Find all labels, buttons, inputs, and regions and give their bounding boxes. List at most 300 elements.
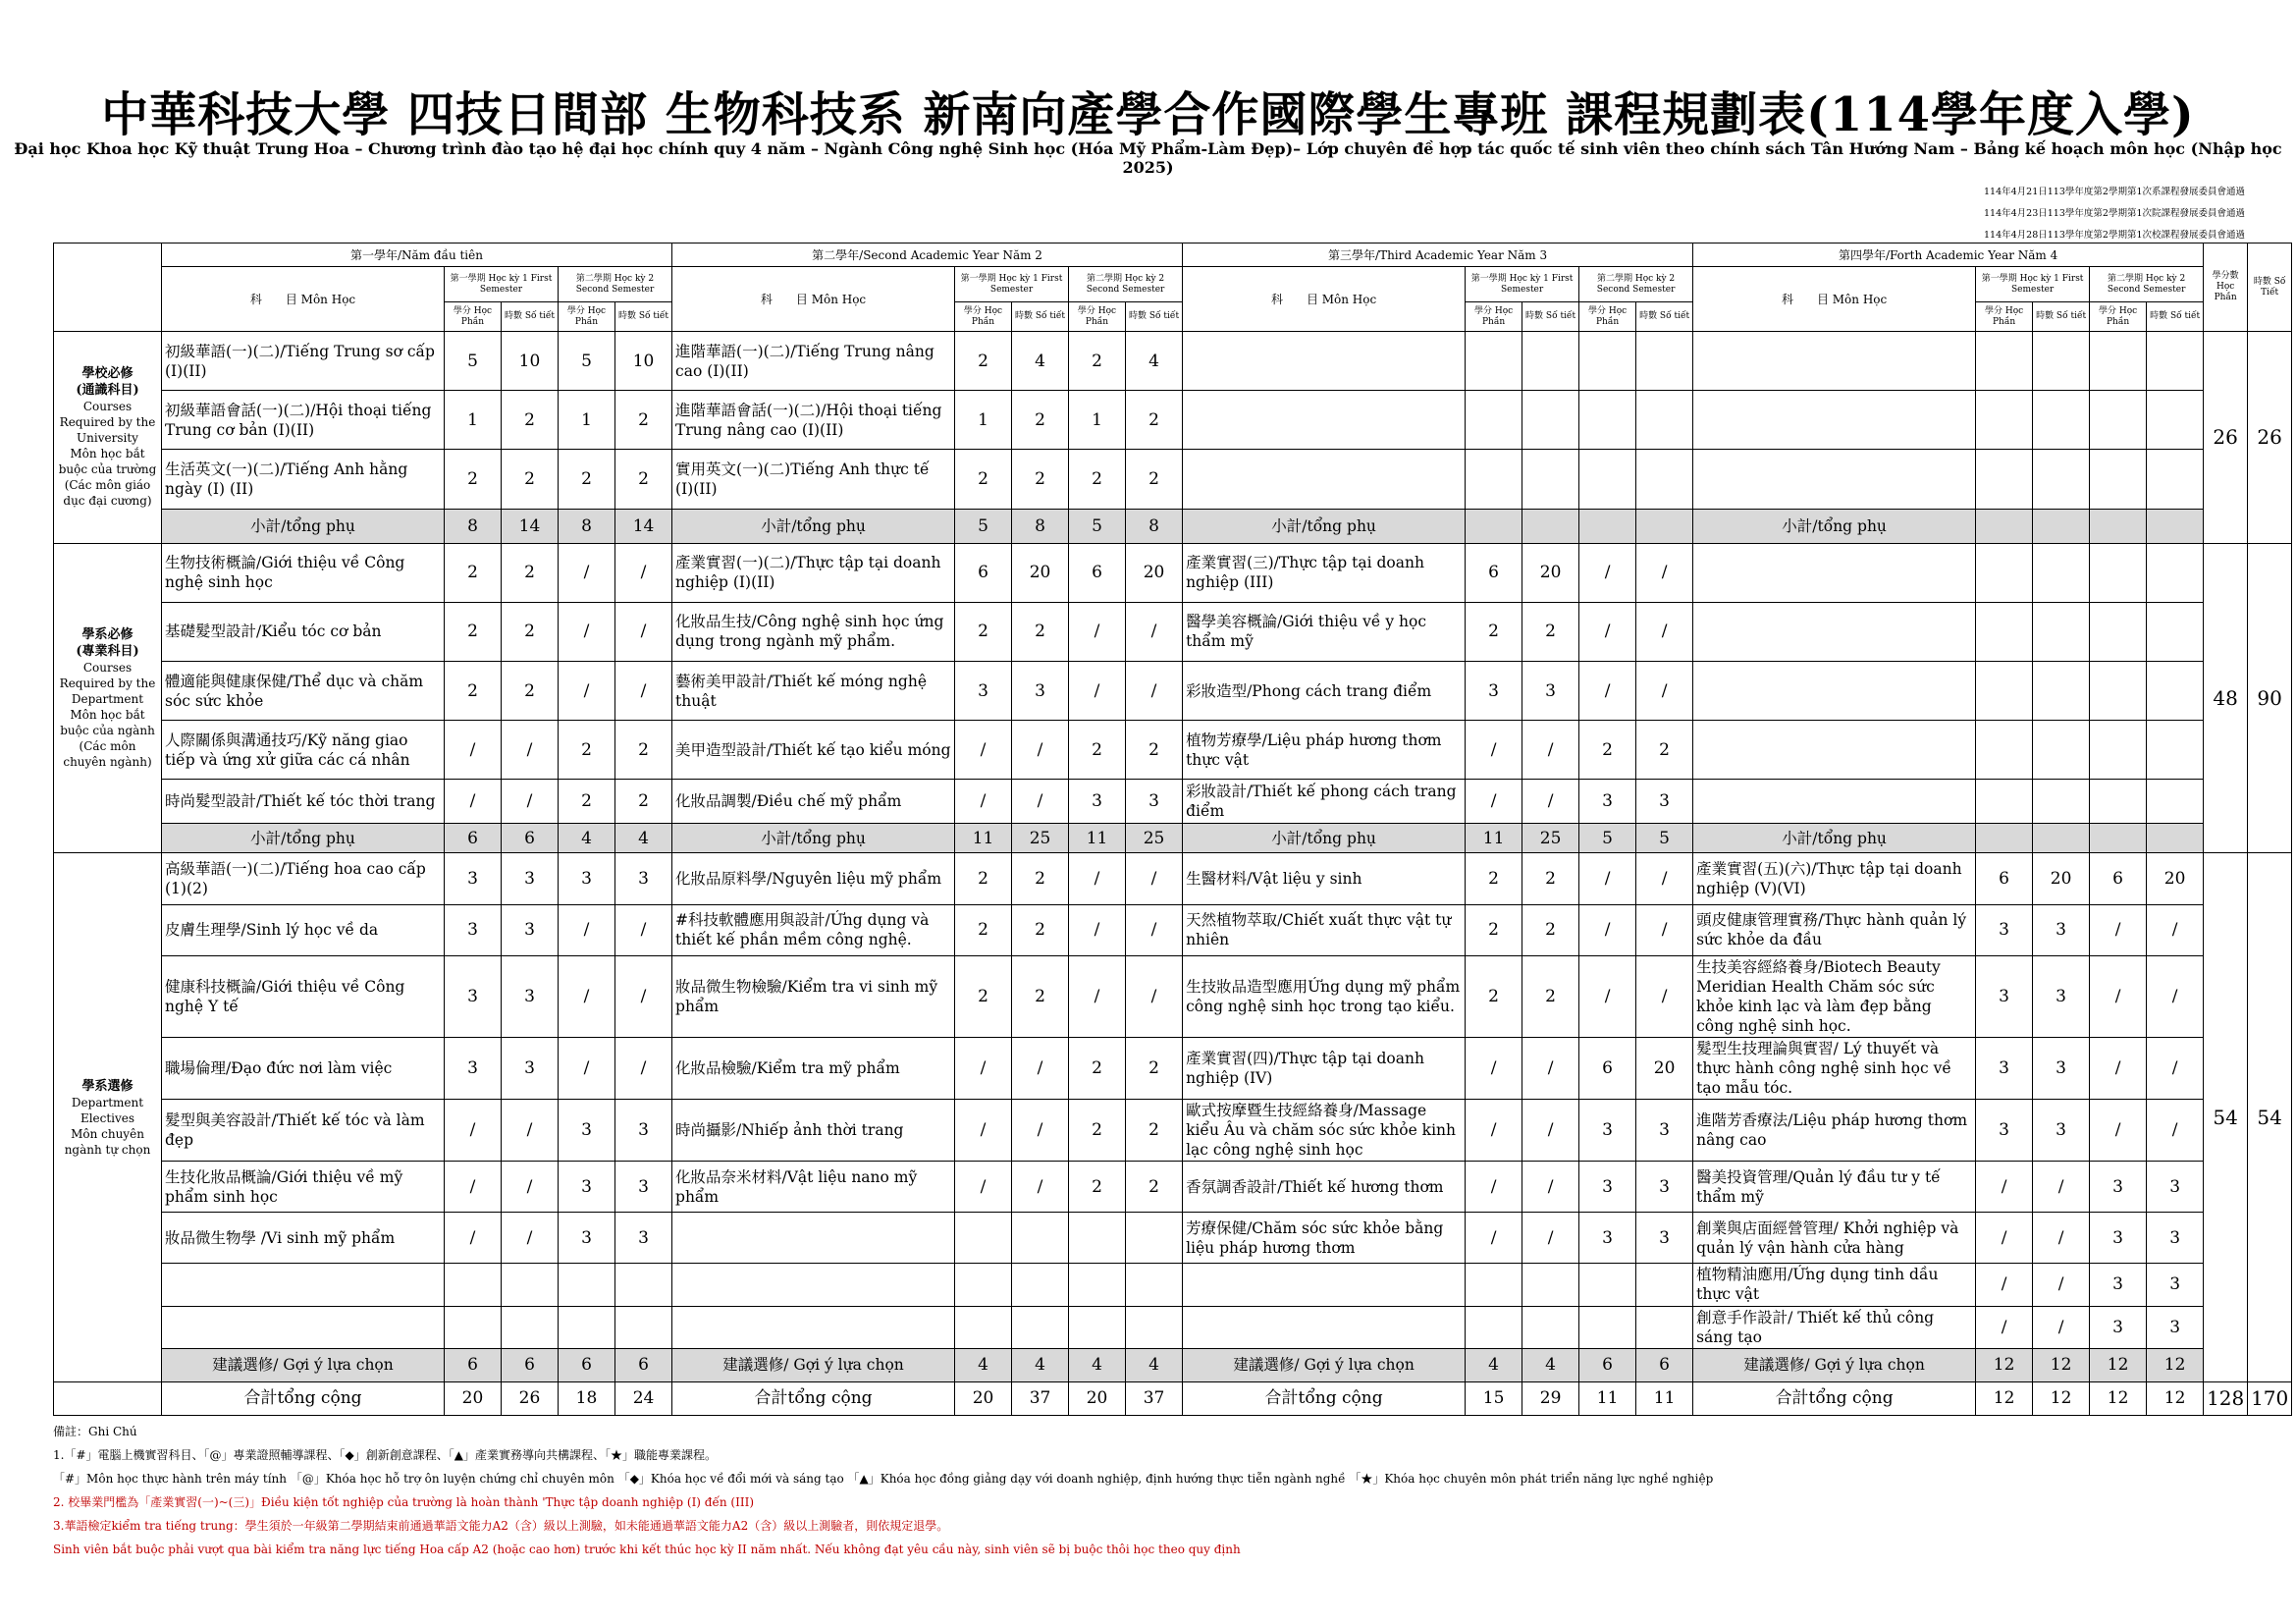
hours-value (1126, 1213, 1183, 1264)
hours-value: / (1636, 955, 1693, 1037)
hours-value: / (1636, 602, 1693, 661)
hours-value: 3 (615, 1213, 672, 1264)
hours-value: 2 (1126, 1100, 1183, 1162)
hours-value: 2 (1126, 721, 1183, 780)
hours-value: / (1126, 602, 1183, 661)
credit-value: 4 (1069, 1348, 1126, 1381)
credit-value: / (1466, 721, 1522, 780)
hours-value: / (2033, 1213, 2090, 1264)
credit-value (2090, 509, 2147, 543)
credit-value: / (1466, 1162, 1522, 1213)
hours-value (1522, 1264, 1579, 1306)
course-name: 醫學美容概論/Giới thiệu về y học thẩm mỹ (1183, 602, 1466, 661)
course-name: 化妝品奈米材料/Vật liệu nano mỹ phẩm (672, 1162, 955, 1213)
hours-value: 20 (1522, 543, 1579, 602)
category-total-hours: 90 (2248, 543, 2292, 853)
credit-header: 學分 Học Phần (1466, 302, 1522, 332)
hours-value (2147, 721, 2204, 780)
hours-value (1126, 1306, 1183, 1348)
subtotal-label: 小計/tổng phụ (162, 509, 445, 543)
credit-value: / (1466, 1100, 1522, 1162)
hours-value: 2 (1126, 1037, 1183, 1099)
hours-value (1522, 450, 1579, 509)
credit-value: 3 (445, 853, 502, 904)
hours-value: 20 (1636, 1037, 1693, 1099)
credit-value: 3 (445, 1037, 502, 1099)
hours-value: 3 (1636, 1162, 1693, 1213)
table-row (54, 450, 2292, 509)
year-header: 第四學年/Forth Academic Year Năm 4 (1693, 244, 2204, 267)
hours-value (2033, 543, 2090, 602)
category-elective (54, 853, 162, 1381)
credit-value: 2 (955, 853, 1012, 904)
credit-value (1579, 1306, 1636, 1348)
credit-value: 3 (2090, 1306, 2147, 1348)
credit-value: 6 (1579, 1037, 1636, 1099)
hours-value: 2 (1126, 1162, 1183, 1213)
hours-value: / (1636, 904, 1693, 955)
credit-value: 3 (1579, 1100, 1636, 1162)
course-name: 進階華語會話(一)(二)/Hội thoại tiếng Trung nâng cao (I)(II) (672, 391, 955, 450)
course-name: 芳療保健/Chăm sóc sức khỏe bằng liệu pháp hương thơm (1183, 1213, 1466, 1264)
hours-value: / (1636, 543, 1693, 602)
subtotal-label: 建議選修/ Gợi ý lựa chọn (1693, 1348, 1976, 1381)
credit-value (445, 1264, 502, 1306)
course-name: 初級華語會話(一)(二)/Hội thoại tiếng Trung cơ bản (I)(II) (162, 391, 445, 450)
hours-value: / (1522, 1162, 1579, 1213)
hours-value: 2 (1522, 904, 1579, 955)
hours-value (1012, 1213, 1069, 1264)
credit-value: 2 (955, 450, 1012, 509)
semester2-header: 第二學期 Học kỳ 2 Second Semester (559, 267, 672, 302)
hours-header: 時數 Số tiết (1636, 302, 1693, 332)
course-name: #科技軟體應用與設計/Ứng dụng và thiết kế phần mềm công nghệ. (672, 904, 955, 955)
credit-value: / (2090, 955, 2147, 1037)
credit-value: / (1579, 853, 1636, 904)
course-name: 時尚髮型設計/Thiết kế tóc thời trang (162, 780, 445, 824)
grand-total-label: 合計tổng cộng (672, 1381, 955, 1415)
course-name: 化妝品檢驗/Kiểm tra mỹ phẩm (672, 1037, 955, 1099)
credit-value: / (445, 1100, 502, 1162)
subtotal-label: 小計/tổng phụ (1693, 824, 1976, 853)
subtotal-label: 小計/tổng phụ (672, 824, 955, 853)
credit-value: / (1976, 1306, 2033, 1348)
credit-value (1976, 543, 2033, 602)
credit-value: 5 (955, 509, 1012, 543)
course-name (1183, 450, 1466, 509)
credit-value: / (559, 1037, 615, 1099)
credit-value (1579, 332, 1636, 391)
credit-value: 1 (1069, 391, 1126, 450)
course-name: 實用英文(一)(二)Tiếng Anh thực tế (I)(II) (672, 450, 955, 509)
total-hours-header: 時數 Số Tiết (2248, 244, 2292, 332)
credit-value: 5 (1579, 824, 1636, 853)
hours-value: 6 (1636, 1348, 1693, 1381)
credit-header: 學分 Học Phần (1069, 302, 1126, 332)
course-name (1693, 450, 1976, 509)
hours-value: / (502, 780, 559, 824)
credit-value (559, 1306, 615, 1348)
hours-value: 10 (615, 332, 672, 391)
category-total-credit: 26 (2204, 332, 2248, 544)
credit-value: 2 (1466, 955, 1522, 1037)
category-vi: Môn học bắt buộc của ngành (Các môn chuyên ngành) (60, 708, 155, 770)
category-total-hours: 26 (2248, 332, 2292, 544)
credit-value (1466, 332, 1522, 391)
grand-total-label: 合計tổng cộng (1183, 1381, 1466, 1415)
credit-value: 2 (445, 543, 502, 602)
course-name (1693, 661, 1976, 720)
hours-value (1636, 391, 1693, 450)
hours-value: / (1012, 1100, 1069, 1162)
page-title: 中華科技大學 四技日間部 生物科技系 新南向產學合作國際學生專班 課程規劃表(114學年度入學) (101, 87, 2195, 142)
hours-value (2147, 780, 2204, 824)
credit-header: 學分 Học Phần (559, 302, 615, 332)
hours-value: 2 (1636, 721, 1693, 780)
credit-value (1466, 1306, 1522, 1348)
course-name: 高級華語(一)(二)/Tiếng hoa cao cấp (1)(2) (162, 853, 445, 904)
hours-value: / (502, 1162, 559, 1213)
hours-value: 3 (2147, 1213, 2204, 1264)
credit-value: / (1579, 955, 1636, 1037)
grand-total-label: 合計tổng cộng (1693, 1381, 1976, 1415)
credit-value: 3 (2090, 1264, 2147, 1306)
hours-value: / (1012, 1037, 1069, 1099)
hours-value (502, 1306, 559, 1348)
course-name: 髮型生技理論與實習/ Lý thuyết và thực hành công nghệ sinh học về tạo mẫu tóc. (1693, 1037, 1976, 1099)
hours-value: / (1126, 904, 1183, 955)
grand-credit-value: 20 (955, 1381, 1012, 1415)
course-name (1183, 391, 1466, 450)
credit-value: 2 (1069, 450, 1126, 509)
hours-value: 3 (615, 1162, 672, 1213)
hours-value: 2 (1522, 853, 1579, 904)
course-plan-table (53, 243, 2292, 1416)
hours-value: / (2147, 1037, 2204, 1099)
course-name: 妝品微生物學 /Vi sinh mỹ phẩm (162, 1213, 445, 1264)
hours-value: 25 (1126, 824, 1183, 853)
subtotal-label: 小計/tổng phụ (1183, 509, 1466, 543)
credit-value: 3 (2090, 1213, 2147, 1264)
hours-value: 20 (2147, 853, 2204, 904)
hours-value (2033, 661, 2090, 720)
credit-value: 4 (559, 824, 615, 853)
category-zh: 學系必修 (81, 627, 133, 643)
table-row (54, 721, 2292, 780)
table-row (54, 824, 2292, 853)
hours-value: 3 (2147, 1306, 2204, 1348)
hours-value: 3 (2033, 904, 2090, 955)
grand-hours-value: 11 (1636, 1381, 1693, 1415)
grand-total-hours: 170 (2248, 1381, 2292, 1415)
hours-value: / (615, 543, 672, 602)
course-name: 產業實習(四)/Thực tập tại doanh nghiệp (IV) (1183, 1037, 1466, 1099)
course-name: 進階芳香療法/Liệu pháp hương thơm nâng cao (1693, 1100, 1976, 1162)
credit-value: 3 (445, 904, 502, 955)
hours-value (2033, 721, 2090, 780)
hours-value: 4 (615, 824, 672, 853)
category-vi: Môn học bắt buộc của trường (Các môn giáo dục đại cương) (58, 447, 157, 509)
credit-value: 2 (559, 780, 615, 824)
hours-value: 8 (1126, 509, 1183, 543)
table-row (54, 509, 2292, 543)
subtotal-label: 建議選修/ Gợi ý lựa chọn (1183, 1348, 1466, 1381)
credit-value: 3 (1579, 780, 1636, 824)
credit-value: 2 (1069, 1100, 1126, 1162)
hours-value: 2 (1522, 955, 1579, 1037)
hours-value (1522, 391, 1579, 450)
course-name: 彩妝造型/Phong cách trang điểm (1183, 661, 1466, 720)
hours-value: / (1012, 1162, 1069, 1213)
credit-value: / (955, 1037, 1012, 1099)
hours-value: / (1522, 1213, 1579, 1264)
hours-value (1126, 1264, 1183, 1306)
hours-header: 時數 Số tiết (2033, 302, 2090, 332)
hours-value: / (2033, 1306, 2090, 1348)
table-row (54, 904, 2292, 955)
credit-value: 6 (955, 543, 1012, 602)
credit-header: 學分 Học Phần (1976, 302, 2033, 332)
hours-value (2033, 602, 2090, 661)
course-name (1183, 1264, 1466, 1306)
credit-value: / (1069, 853, 1126, 904)
course-name (1693, 602, 1976, 661)
table-row (54, 1306, 2292, 1348)
credit-value (1466, 450, 1522, 509)
hours-value: 2 (1522, 602, 1579, 661)
credit-value: / (1579, 602, 1636, 661)
credit-value: / (2090, 904, 2147, 955)
credit-value (1976, 661, 2033, 720)
credit-value: 12 (2090, 1348, 2147, 1381)
hours-value: 2 (1126, 450, 1183, 509)
hours-value: 3 (502, 904, 559, 955)
hours-value: / (1522, 1037, 1579, 1099)
credit-value (1976, 509, 2033, 543)
hours-value (1012, 1306, 1069, 1348)
hours-header: 時數 Số tiết (1522, 302, 1579, 332)
course-name: 創意手作設計/ Thiết kế thủ công sáng tạo (1693, 1306, 1976, 1348)
credit-value: / (1579, 904, 1636, 955)
hours-value: 10 (502, 332, 559, 391)
credit-value: 8 (559, 509, 615, 543)
credit-value: / (2090, 1100, 2147, 1162)
hours-value: 2 (502, 661, 559, 720)
credit-value: 3 (559, 853, 615, 904)
subtotal-label: 小計/tổng phụ (1693, 509, 1976, 543)
credit-header: 學分 Học Phần (445, 302, 502, 332)
credit-value (1976, 391, 2033, 450)
hours-value: / (1012, 721, 1069, 780)
footnote-line: 2. 校畢業門檻為「產業實習(一)~(三)」Điều kiện tốt nghiệp của trường là hoàn thành 'Thực tập doanh nghiệp (I) đến (III) (53, 1495, 754, 1509)
hours-value (2033, 509, 2090, 543)
subtotal-label: 建議選修/ Gợi ý lựa chọn (162, 1348, 445, 1381)
hours-value: / (615, 904, 672, 955)
category-zh-sub: (專業科目) (76, 644, 139, 660)
hours-header: 時數 Số tiết (2147, 302, 2204, 332)
credit-value: 12 (1976, 1348, 2033, 1381)
credit-value: / (1466, 1213, 1522, 1264)
table-row (54, 332, 2292, 391)
course-name (1693, 543, 1976, 602)
course-name: 生物技術概論/Giới thiệu về Công nghệ sinh học (162, 543, 445, 602)
hours-header: 時數 Số tiết (1126, 302, 1183, 332)
hours-value: / (615, 955, 672, 1037)
hours-value: 3 (502, 955, 559, 1037)
semester1-header: 第一學期 Học kỳ 1 First Semester (445, 267, 559, 302)
hours-value (1522, 1306, 1579, 1348)
hours-value: / (615, 602, 672, 661)
hours-value: / (1522, 780, 1579, 824)
hours-value (502, 1264, 559, 1306)
grand-credit-value: 11 (1579, 1381, 1636, 1415)
credit-value: 1 (559, 391, 615, 450)
credit-value (2090, 332, 2147, 391)
category-en: Courses Required by the University (59, 400, 156, 446)
course-name: 髮型與美容設計/Thiết kế tóc và làm đẹp (162, 1100, 445, 1162)
credit-value: 2 (445, 661, 502, 720)
credit-value: / (955, 1162, 1012, 1213)
hours-value (1636, 450, 1693, 509)
hours-value: 3 (2033, 955, 2090, 1037)
hours-value: 4 (1522, 1348, 1579, 1381)
category-en: Courses Required by the Department (59, 661, 156, 707)
grand-hours-value: 12 (2147, 1381, 2204, 1415)
credit-value: 6 (1466, 543, 1522, 602)
course-name (1183, 332, 1466, 391)
course-name: 妝品微生物檢驗/Kiểm tra vi sinh mỹ phẩm (672, 955, 955, 1037)
hours-value: 25 (1012, 824, 1069, 853)
hours-value: 2 (615, 721, 672, 780)
credit-value (2090, 661, 2147, 720)
semester2-header: 第二學期 Học kỳ 2 Second Semester (1069, 267, 1183, 302)
table-row (54, 1348, 2292, 1381)
credit-value: 2 (559, 450, 615, 509)
semester1-header: 第一學期 Học kỳ 1 First Semester (1466, 267, 1579, 302)
credit-value (1069, 1213, 1126, 1264)
hours-value (2033, 332, 2090, 391)
credit-value: 3 (2090, 1162, 2147, 1213)
credit-value: / (1069, 602, 1126, 661)
credit-value (1069, 1306, 1126, 1348)
table-row (54, 780, 2292, 824)
credit-value: 3 (1579, 1213, 1636, 1264)
credit-value: 11 (1069, 824, 1126, 853)
credit-value: 3 (1976, 1100, 2033, 1162)
course-name: 彩妝設計/Thiết kế phong cách trang điểm (1183, 780, 1466, 824)
page-subtitle: Đại học Khoa học Kỹ thuật Trung Hoa – Chương trình đào tạo hệ đại học chính quy 4 năm – Ngành Công nghệ Sinh học (Hóa Mỹ Phẩm-Làm Đẹp)– Lớp chuyên đề hợp tác quốc tế sinh viên theo chính sách Tân Hướng Nam – Bảng kế hoạch môn học (Nhập học 2025) (14, 139, 2282, 177)
course-name (1693, 780, 1976, 824)
credit-value (2090, 391, 2147, 450)
credit-value (1976, 824, 2033, 853)
credit-header: 學分 Học Phần (955, 302, 1012, 332)
course-name: 化妝品原料學/Nguyên liệu mỹ phẩm (672, 853, 955, 904)
hours-value: 3 (502, 1037, 559, 1099)
credit-value: 3 (1976, 904, 2033, 955)
hours-value: 3 (1012, 661, 1069, 720)
credit-value: 3 (559, 1100, 615, 1162)
credit-value: 1 (955, 391, 1012, 450)
hours-value: 20 (1012, 543, 1069, 602)
hours-value: 8 (1012, 509, 1069, 543)
credit-value: / (1069, 661, 1126, 720)
grand-credit-value: 12 (2090, 1381, 2147, 1415)
semester1-header: 第一學期 Học kỳ 1 First Semester (955, 267, 1069, 302)
footnotes (53, 1420, 2249, 1561)
hours-value (2147, 450, 2204, 509)
credit-value: 3 (559, 1162, 615, 1213)
credit-value: 3 (559, 1213, 615, 1264)
course-name: 進階華語(一)(二)/Tiếng Trung nâng cao (I)(II) (672, 332, 955, 391)
credit-value: / (1579, 661, 1636, 720)
table-row (54, 543, 2292, 602)
course-name: 藝術美甲設計/Thiết kế móng nghệ thuật (672, 661, 955, 720)
credit-value (2090, 602, 2147, 661)
course-name (672, 1213, 955, 1264)
credit-value: 11 (955, 824, 1012, 853)
course-name: 歐式按摩暨生技經絡養身/Massage kiểu Âu và chăm sóc sức khỏe kinh lạc công nghệ sinh học (1183, 1100, 1466, 1162)
credit-value: / (559, 904, 615, 955)
grand-total-credit: 128 (2204, 1381, 2248, 1415)
hours-value (1522, 509, 1579, 543)
credit-value: 5 (559, 332, 615, 391)
hours-value: 4 (1126, 1348, 1183, 1381)
hours-value: 2 (1012, 602, 1069, 661)
grand-credit-value: 20 (445, 1381, 502, 1415)
category-zh: 學系選修 (81, 1078, 133, 1094)
credit-value: / (445, 780, 502, 824)
credit-value: 2 (1466, 853, 1522, 904)
credit-value: 4 (1466, 1348, 1522, 1381)
subject-header: 科 目 Môn Học (672, 267, 955, 332)
course-name: 產業實習(三)/Thực tập tại doanh nghiệp (III) (1183, 543, 1466, 602)
hours-value: 2 (615, 450, 672, 509)
credit-value: 11 (1466, 824, 1522, 853)
table-row (54, 602, 2292, 661)
course-name: 體適能與健康保健/Thể dục và chăm sóc sức khỏe (162, 661, 445, 720)
hours-value: 3 (1636, 780, 1693, 824)
hours-value: 5 (1636, 824, 1693, 853)
course-name: 天然植物萃取/Chiết xuất thực vật tự nhiên (1183, 904, 1466, 955)
credit-value: 2 (1579, 721, 1636, 780)
hours-value: / (1126, 661, 1183, 720)
hours-value: 20 (2033, 853, 2090, 904)
course-name: 人際關係與溝通技巧/Kỹ năng giao tiếp và ứng xử giữa các cá nhân (162, 721, 445, 780)
hours-value: / (2033, 1162, 2090, 1213)
course-name: 香氛調香設計/Thiết kế hương thơm (1183, 1162, 1466, 1213)
year-header: 第二學年/Second Academic Year Năm 2 (672, 244, 1183, 267)
credit-value (2090, 543, 2147, 602)
category-school (54, 332, 162, 544)
hours-value: 2 (1012, 955, 1069, 1037)
credit-value: / (1579, 543, 1636, 602)
credit-value (1466, 1264, 1522, 1306)
hours-value: 2 (502, 543, 559, 602)
credit-value: / (955, 721, 1012, 780)
grand-hours-value: 29 (1522, 1381, 1579, 1415)
subtotal-label: 小計/tổng phụ (1183, 824, 1466, 853)
credit-value: 6 (1069, 543, 1126, 602)
credit-value: 2 (445, 450, 502, 509)
credit-value: 2 (1069, 1037, 1126, 1099)
category-zh: 學校必修 (81, 366, 133, 382)
credit-value: 3 (445, 955, 502, 1037)
hours-value: 2 (1012, 904, 1069, 955)
credit-value: 3 (1579, 1162, 1636, 1213)
hours-value: 2 (1012, 391, 1069, 450)
credit-value: / (559, 543, 615, 602)
category-zh-sub: (通識科目) (76, 383, 139, 399)
